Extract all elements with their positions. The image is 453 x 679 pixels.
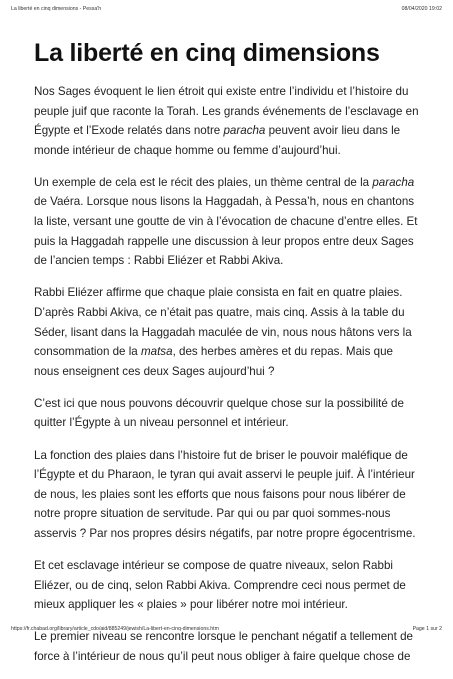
- article-paragraph-3: [34, 283, 420, 381]
- print-header-datetime: 08/04/2020 19:02: [401, 6, 442, 12]
- paragraph-2-emphasis: paracha: [372, 175, 415, 189]
- article-paragraph-5: [34, 446, 420, 544]
- article-paragraph-6: [34, 556, 420, 615]
- article-paragraph-4: [34, 394, 420, 433]
- paragraph-6-text: Et cet esclavage intérieur se compose de quatre niveaux, selon Rabbi Eliézer, ou de cinq, selon Rabbi Akiva. Comprendre ceci nous permet de mieux appliquer les « plaies » pour libérer notre moi intérieur.: [34, 558, 406, 612]
- paragraph-5-text: La fonction des plaies dans l’histoire fut de briser le pouvoir maléfique de l’Égypte et du Pharaon, le tyran qui avait asservi le peuple juif. À l’intérieur de nous, les plaies sont les efforts que nous faisons pour nous libérer de notre propre situation de servitude. Par qui ou par quoi sommes-nous asservis ? Par nos propres désirs négatifs, par notre propre égocentrisme.: [34, 448, 416, 540]
- print-footer: [11, 625, 442, 633]
- paragraph-3-emphasis: matsa: [140, 345, 173, 359]
- paragraph-4-text: C’est ici que nous pouvons découvrir quelque chose sur la possibilité de quitter l’Égypte à un niveau personnel et intérieur.: [34, 396, 404, 430]
- paragraph-1-emphasis: paracha: [223, 124, 266, 138]
- article-paragraph-2: [34, 173, 420, 271]
- article: [34, 38, 434, 679]
- paragraph-2-text-before: Un exemple de cela est le récit des plaies, un thème central de la: [34, 175, 373, 189]
- paragraph-7-text: Le premier niveau se rencontre lorsque le penchant négatif a tellement de force à l’intérieur de nous qu’il peut nous obliger à faire quelque chose de: [34, 630, 413, 663]
- print-header: [11, 5, 442, 13]
- article-paragraph-7: [34, 627, 420, 666]
- paragraph-3-text-before: Rabbi Eliézer affirme que chaque plaie consista en fait en quatre plaies. D’après Rabbi Akiva, ce n’était pas quatre, mais cinq. Assis à la table du Séder, lisant dans la Haggadah maculée de vin, nous nous hâtons vers la consommation de la: [34, 286, 412, 359]
- print-footer-page-number: Page 1 sur 2: [412, 626, 442, 632]
- article-title: La liberté en cinq dimensions: [34, 39, 380, 67]
- paragraph-1-text-before: Nos Sages évoquent le lien étroit qui existe entre l’individu et l’histoire du peuple juif que raconte la Torah. Les grands événements de l’esclavage en Égypte et l’Exode relatés dans notre: [34, 85, 419, 138]
- print-footer-url: https://fr.chabad.org/library/article_cdo/aid/885249/jewish/La-libert-en-cinq-dimensions.htm: [11, 626, 219, 632]
- paragraph-3-text-after: , des herbes amères et du repas. Mais que nous enseignent ces deux Sages aujourd’hui ?: [34, 345, 393, 378]
- article-paragraph-1: [34, 82, 420, 160]
- paragraph-2-text-after: de Vaéra. Lorsque nous lisons la Haggadah, à Pessa’h, nous en chantons la liste, versant une goutte de vin à l’évocation de chacune d’entre elles. Et puis la Haggadah rappelle une discussion à leur propos entre deux Sages de l’ancien temps : Rabbi Eliézer et Rabbi Akiva.: [34, 195, 418, 268]
- print-header-title: La liberté en cinq dimensions - Pessa'h: [11, 6, 102, 12]
- paragraph-1-text-after: peuvent avoir lieu dans le monde intérieur de chaque homme ou femme d’aujourd’hui.: [34, 124, 401, 157]
